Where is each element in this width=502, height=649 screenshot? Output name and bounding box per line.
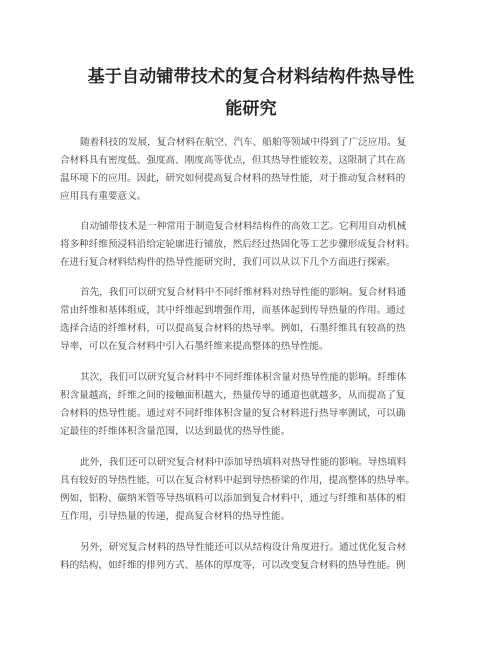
paragraph-line: 选择合适的纤维材料，可以提高复合材料的热导率。例如，石墨纤维具有较高的热 (60, 323, 406, 334)
paragraph-line: 另外，研究复合材料的热导性能还可以从结构设计角度进行。通过优化复合材 (80, 542, 407, 553)
paragraph-line: 在进行复合材料结构件的热导性能研究时，我们可以从以下几个方面进行探索。 (60, 257, 396, 268)
paragraph-line: 随着科技的发展，复合材料在航空、汽车、船舶等领域中得到了广泛应用。复 (80, 137, 407, 148)
paragraph-line: 合材料具有密度低、强度高、刚度高等优点，但其热导性能较差，这限制了其在高 (60, 155, 406, 166)
paragraph-line: 应用具有重要意义。 (60, 191, 147, 202)
document-title-line-1: 基于自动铺带技术的复合材料结构件热导性 (87, 67, 415, 87)
paragraph-line: 自动铺带技术是一种常用于制造复合材料结构件的高效工艺。它利用自动机械 (80, 221, 407, 232)
paragraph-line: 导率，可以在复合材料中引入石墨纤维来提高整体的热导性能。 (60, 341, 329, 352)
paragraph-line: 例如，铝粉、碳纳米管等导热填料可以添加到复合材料中，通过与纤维和基体的相 (60, 493, 406, 504)
paragraph-line: 合材料的热导性能。通过对不同纤维体积含量的复合材料进行热导率测试，可以确 (60, 408, 406, 419)
paragraph-line: 其次，我们可以研究复合材料中不同纤维体积含量对热导性能的影响。纤维体 (80, 372, 407, 383)
paragraph-line: 常由纤维和基体组成，其中纤维起到增强作用，而基体起到传导热量的作用。通过 (60, 305, 406, 316)
paragraph-line: 将多种纤维预浸料沿给定轮廓进行铺放，然后经过热固化等工艺步骤形成复合材料。 (60, 239, 415, 250)
paragraph-line: 温环境下的应用。因此，研究如何提高复合材料的热导性能，对于推动复合材料的 (60, 173, 406, 184)
paragraph-line: 积含量越高，纤维之间的接触面积越大，热量传导的通道也就越多，从而提高了复 (60, 390, 406, 401)
paragraph-line: 互作用，引导热量的传递，提高复合材料的热导性能。 (60, 511, 291, 522)
paragraph-line: 此外，我们还可以研究复合材料中添加导热填料对热导性能的影响。导热填料 (80, 457, 407, 468)
paragraph-line: 料的结构，如纤维的排列方式、基体的厚度等，可以改变复合材料的热导性能。例 (60, 560, 406, 571)
paragraph-line: 定最佳的纤维体积含量范围，以达到最优的热导性能。 (60, 426, 291, 437)
paragraph-line: 具有较好的导热性能，可以在复合材料中起到导热桥梁的作用，提高整体的热导率。 (60, 475, 415, 486)
paragraph-line: 首先，我们可以研究复合材料中不同纤维材料对热导性能的影响。复合材料通 (80, 287, 407, 298)
document-title-line-2: 能研究 (225, 99, 277, 119)
